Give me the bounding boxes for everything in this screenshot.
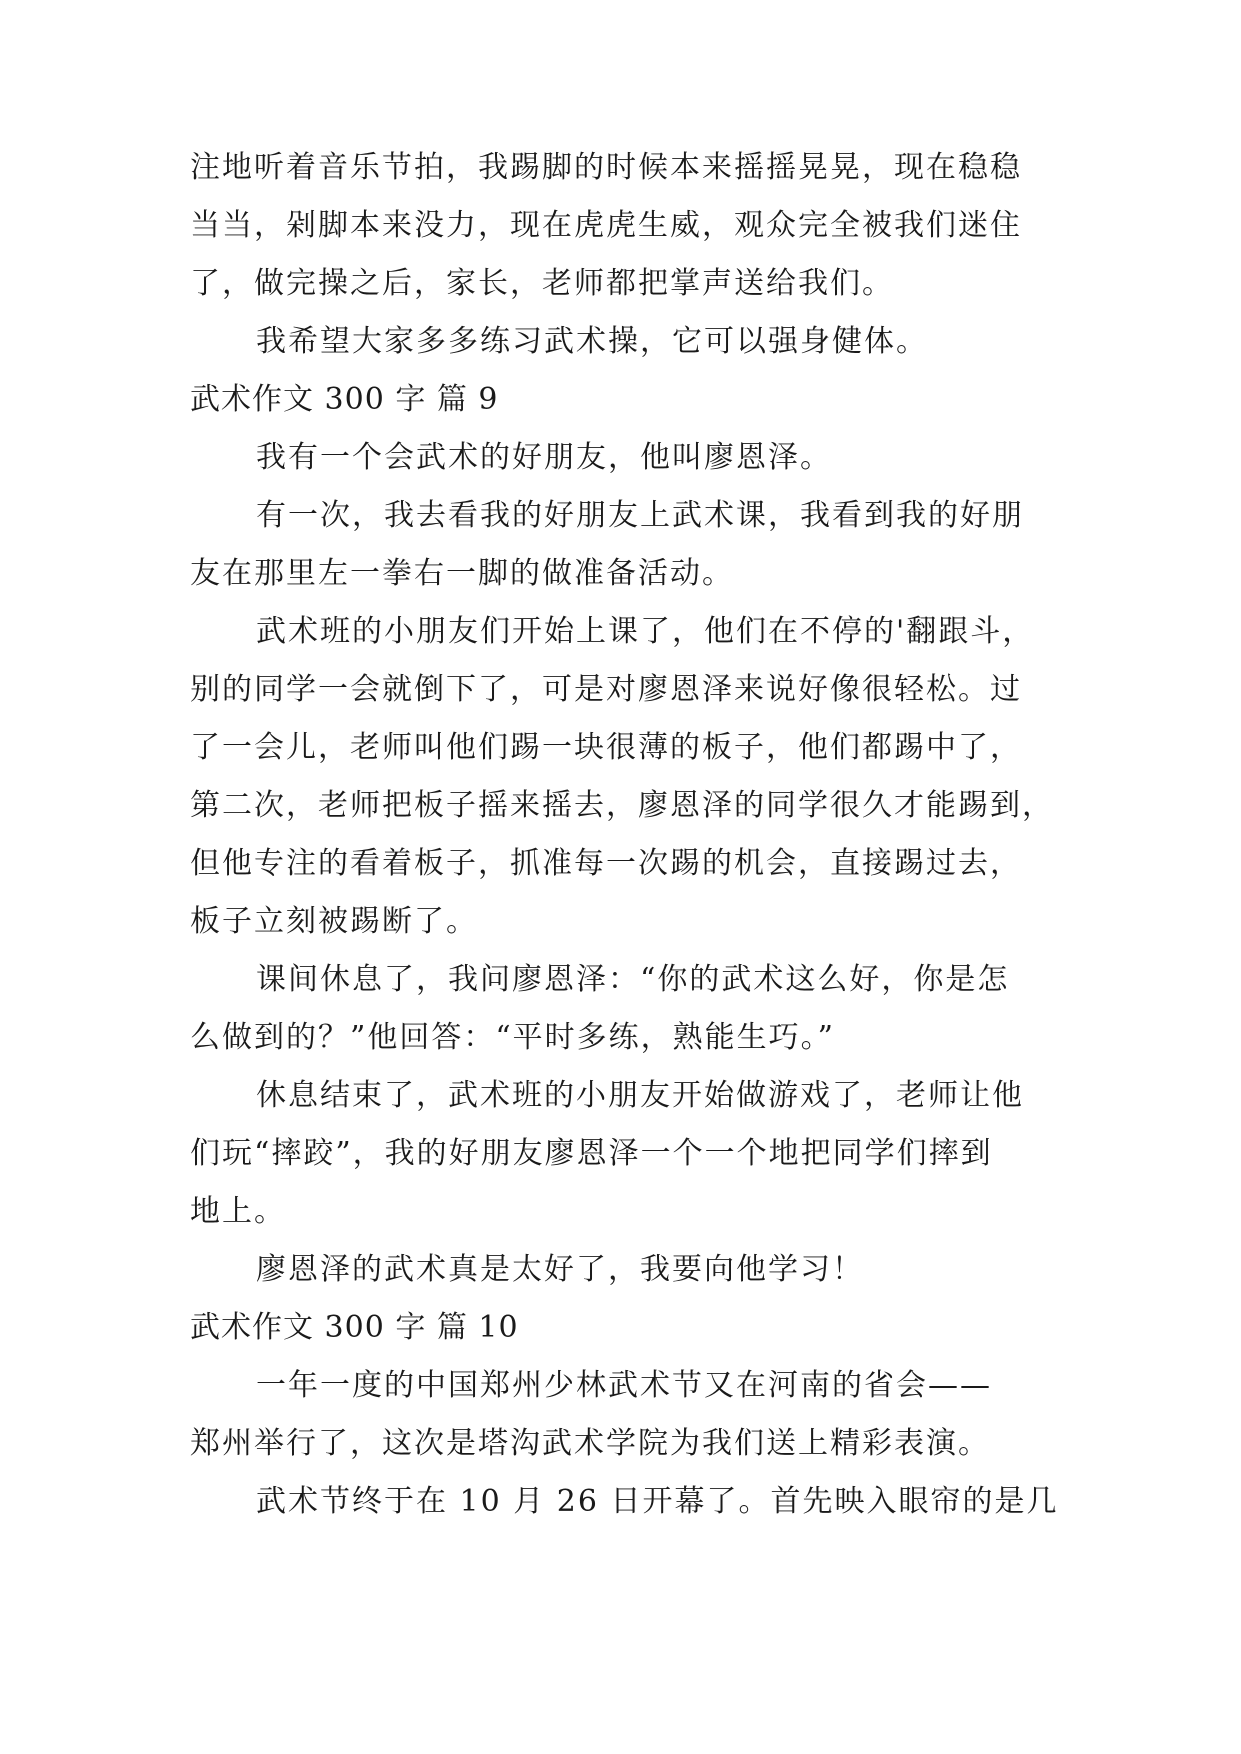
text-line: 么做到的？”他回答：“平时多练，熟能生巧。” <box>190 1020 836 1055</box>
section-heading: 武术作文 300 字 篇 9 <box>190 382 499 417</box>
text-line: 了一会儿，老师叫他们踢一块很薄的板子，他们都踢中了， <box>190 730 1022 765</box>
text-line: 第二次，老师把板子摇来摇去，廖恩泽的同学很久才能踢到， <box>190 788 1054 823</box>
text-line: 友在那里左一拳右一脚的做准备活动。 <box>190 556 734 591</box>
text-line: 武术节终于在 10 月 26 日开幕了。首先映入眼帘的是几 <box>256 1484 1059 1519</box>
text-line: 课间休息了，我问廖恩泽：“你的武术这么好，你是怎 <box>256 962 1010 997</box>
text-line: 们玩“摔跤”，我的好朋友廖恩泽一个一个地把同学们摔到 <box>190 1136 993 1171</box>
text-line: 我有一个会武术的好朋友，他叫廖恩泽。 <box>256 440 832 475</box>
text-line: 当当，剁脚本来没力，现在虎虎生威，观众完全被我们迷住 <box>190 208 1022 243</box>
text-line: 注地听着音乐节拍，我踢脚的时候本来摇摇晃晃，现在稳稳 <box>190 150 1022 185</box>
text-line: 有一次，我去看我的好朋友上武术课，我看到我的好朋 <box>256 498 1024 533</box>
text-line: 郑州举行了，这次是塔沟武术学院为我们送上精彩表演。 <box>190 1426 990 1461</box>
text-line: 了，做完操之后，家长，老师都把掌声送给我们。 <box>190 266 894 301</box>
text-line: 但他专注的看着板子，抓准每一次踢的机会，直接踢过去， <box>190 846 1022 881</box>
text-line: 一年一度的中国郑州少林武术节又在河南的省会—— <box>256 1368 992 1403</box>
text-line: 板子立刻被踢断了。 <box>190 904 478 939</box>
text-line: 别的同学一会就倒下了，可是对廖恩泽来说好像很轻松。过 <box>190 672 1022 707</box>
text-line: 地上。 <box>190 1194 286 1229</box>
text-line: 休息结束了，武术班的小朋友开始做游戏了，老师让他 <box>256 1078 1024 1113</box>
text-line: 廖恩泽的武术真是太好了，我要向他学习！ <box>256 1252 864 1287</box>
section-heading: 武术作文 300 字 篇 10 <box>190 1310 519 1345</box>
text-line: 武术班的小朋友们开始上课了，他们在不停的'翻跟斗， <box>256 614 1035 649</box>
text-line: 我希望大家多多练习武术操，它可以强身健体。 <box>256 324 928 359</box>
